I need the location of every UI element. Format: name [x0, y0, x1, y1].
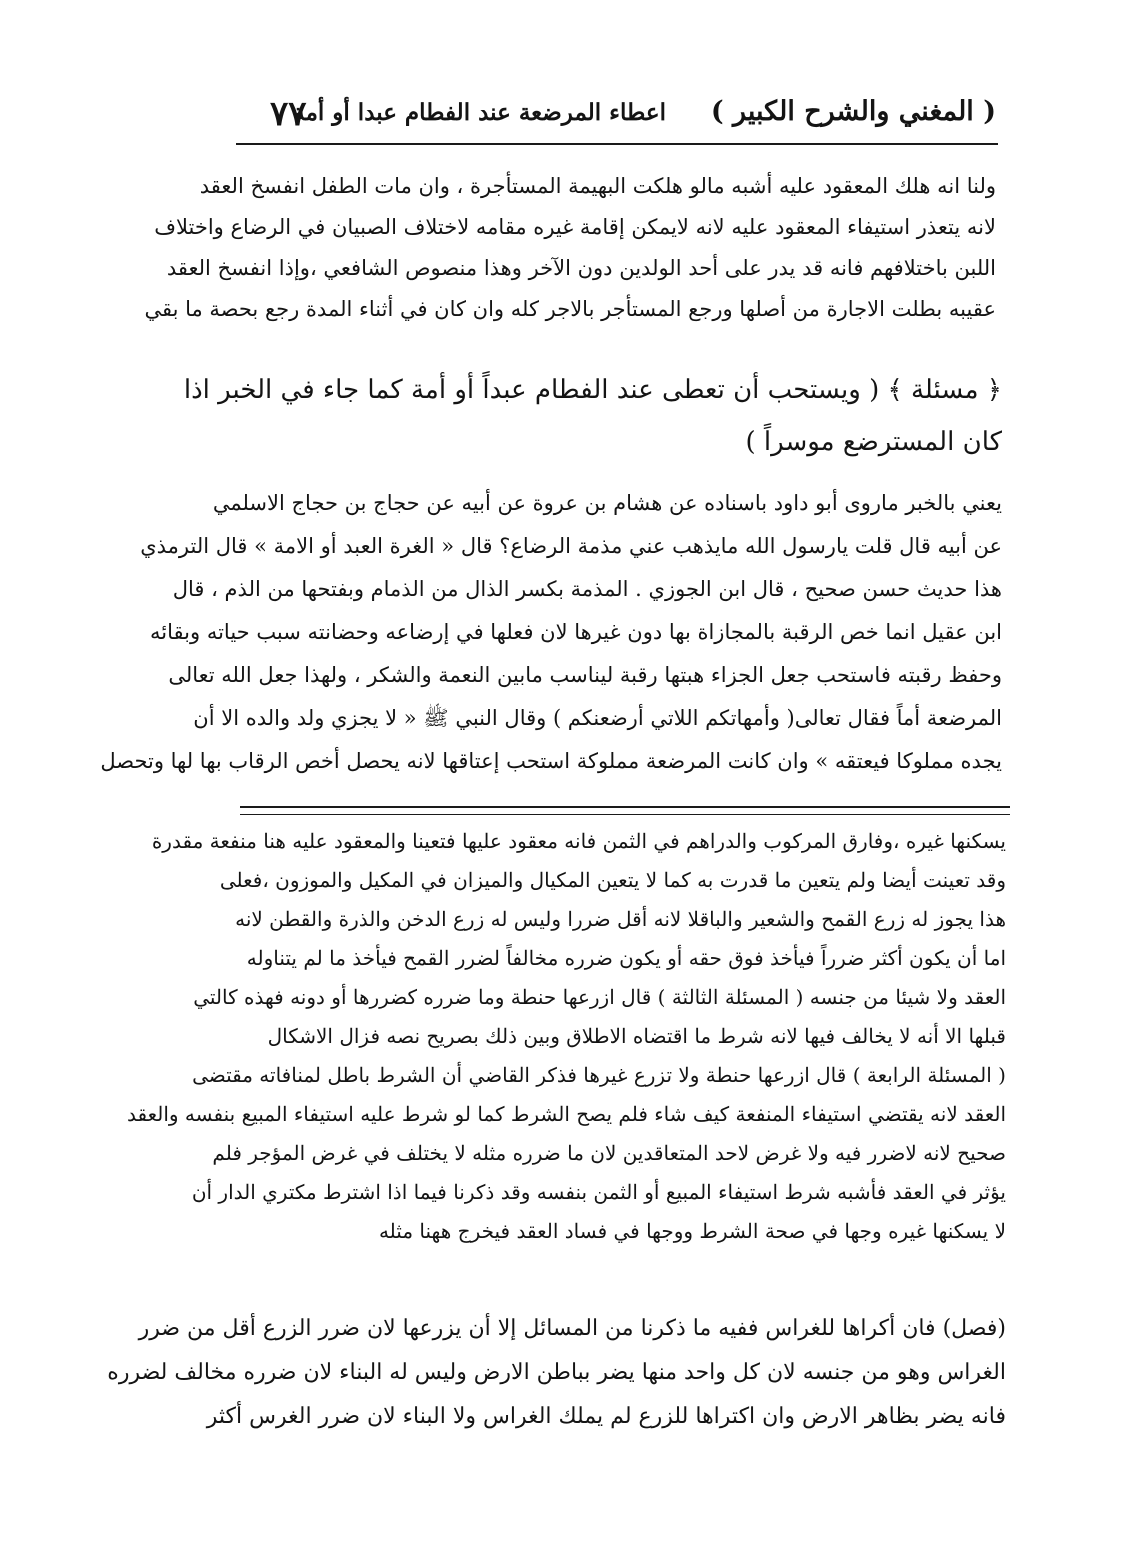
text-line: عقيبه بطلت الاجارة من أصلها ورجع المستأجر بالاجر كله وان كان في أثناء المدة رجع بحصة ما بقي: [144, 297, 996, 321]
text-line: صحيح لانه لاضرر فيه ولا غرض لاحد المتعاقدين لان ما ضرره مثله لا يختلف في غرض المؤجر فلم: [212, 1141, 1006, 1165]
text-line: هذا حديث حسن صحيح ، قال ابن الجوزي . المذمة بكسر الذال من الذمام وبفتحها من الذم ، قال: [172, 577, 1002, 601]
text-line: قبلها الا أنه لا يخالف فيها لانه شرط ما اقتضاه الاطلاق وبين ذلك بصريح نصه فزال الاشكال: [267, 1024, 1006, 1048]
text-line: يجده مملوكا فيعتقه » وان كانت المرضعة مملوكة استحب إعتاقها لانه يحصل أخص الرقاب بها لها وتحصل: [100, 749, 1002, 773]
fasl-paragraph: [107, 1307, 1006, 1439]
text-line: هذا يجوز له زرع القمح والشعير والباقلا لانه أقل ضررا وليس له زرع الدخن والذرة والقطن لانه: [235, 907, 1006, 931]
page-header: [244, 96, 996, 136]
page-number: ٧٧: [270, 94, 307, 134]
masala-heading: [183, 364, 1002, 468]
text-line: لانه يتعذر استيفاء المعقود عليه لانه لايمكن إقامة غيره مقامه لاختلاف الصبيان في الرضاع واختلاف: [154, 215, 996, 239]
book-title: ( المغني والشرح الكبير ): [710, 96, 996, 127]
text-line: وحفظ رقبته فاستحب جعل الجزاء هبتها رقبة ليناسب مابين النعمة والشكر ، ولهذا جعل الله تعالى: [168, 663, 1002, 687]
text-line: عن أبيه قال قلت يارسول الله مايذهب عني مذمة الرضاع؟ قال « الغرة العبد أو الامة » قال الترمذي: [140, 534, 1002, 558]
section-divider: [240, 806, 1010, 815]
text-line: ابن عقيل انما خص الرقبة بالمجازاة بها دون غيرها لان فعلها في إرضاعه وحضانته سبب حياته وبقائه: [150, 620, 1002, 644]
text-line: اما أن يكون أكثر ضرراً فيأخذ فوق حقه أو يكون ضرره مخالفاً لضرر القمح فيأخذ ما لم يتناوله: [246, 946, 1006, 970]
header-divider: [236, 143, 998, 145]
section-subject: اعطاء المرضعة عند الفطام عبدا أو أمة: [293, 99, 666, 126]
text-line: لا يسكنها غيره وجها في صحة الشرط ووجها في فساد العقد فيخرج ههنا مثله: [378, 1219, 1006, 1243]
text-line: الغراس وهو من جنسه لان كل واحد منها يضر بباطن الارض وليس له البناء لان ضرره مخالف لضرره: [107, 1360, 1006, 1385]
upper-paragraph: [144, 166, 996, 330]
text-line: يعني بالخبر ماروى أبو داود باسناده عن هشام بن عروة عن أبيه عن حجاج بن حجاج الاسلمي: [212, 491, 1002, 515]
text-line: (فصل) فان أكراها للغراس ففيه ما ذكرنا من المسائل إلا أن يزرعها لان ضرر الزرع أقل من ضرر: [138, 1316, 1006, 1341]
text-line: المرضعة أماً فقال تعالى( وأمهاتكم اللاتي أرضعنكم ) وقال النبي ﷺ « لا يجزي ولد والده الا أن: [193, 706, 1002, 730]
text-line: العقد ولا شيئا من جنسه ( المسئلة الثالثة ) قال ازرعها حنطة وما ضرره كضررها أو دونه فهذه كالتي: [193, 985, 1006, 1009]
text-line: ﴿ مسئلة ﴾ ( ويستحب أن تعطى عند الفطام عبداً أو أمة كما جاء في الخبر اذا: [183, 375, 1002, 405]
text-line: فانه يضر بظاهر الارض وان اكتراها للزرع لم يملك الغراس ولا البناء لان ضرر الغرس أكثر: [206, 1404, 1006, 1429]
text-line: يؤثر في العقد فأشبه شرط استيفاء المبيع أو الثمن بنفسه وقد ذكرنا فيما اذا اشترط مكتري الدار أن: [191, 1180, 1006, 1204]
explanation-paragraph: [100, 482, 1002, 783]
text-line: ولنا انه هلك المعقود عليه أشبه مالو هلكت البهيمة المستأجرة ، وان مات الطفل انفسخ العقد: [199, 174, 996, 198]
text-line: كان المسترضع موسراً ): [745, 427, 1002, 457]
text-line: اللبن باختلافهم فانه قد يدر على أحد الولدين دون الآخر وهذا منصوص الشافعي ،وإذا انفسخ العقد: [166, 256, 996, 280]
text-line: العقد لانه يقتضي استيفاء المنفعة كيف شاء فلم يصح الشرط كما لو شرط عليه استيفاء المبيع بنفسه والعقد: [127, 1102, 1006, 1126]
text-line: وقد تعينت أيضا ولم يتعين ما قدرت به كما لا يتعين المكيال والميزان في المكيل والموزون ،فعلى: [219, 868, 1006, 892]
text-line: يسكنها غيره ،وفارق المركوب والدراهم في الثمن فانه معقود عليها فتعينا والمعقود عليه هنا منفعة مقدرة: [151, 829, 1006, 853]
text-line: ( المسئلة الرابعة ) قال ازرعها حنطة ولا تزرع غيرها فذكر القاضي أن الشرط باطل لمنافاته مقتضى: [192, 1063, 1006, 1087]
lower-commentary: [127, 822, 1006, 1251]
